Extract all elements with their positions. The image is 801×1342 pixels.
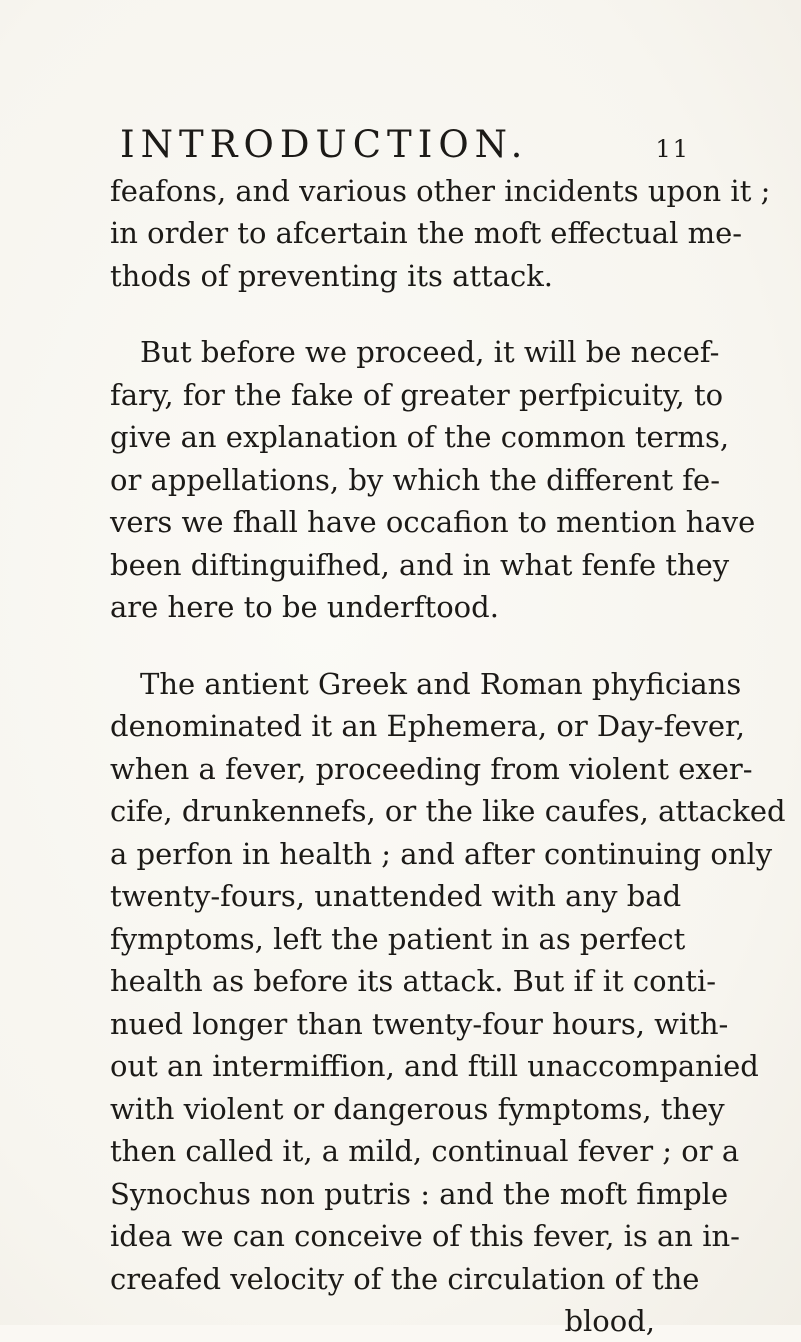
text-line: when a fever, proceeding from violent exer- (110, 752, 753, 786)
text-line: with violent or dangerous fymptoms, they (110, 1092, 725, 1126)
running-header (120, 120, 690, 170)
text-line: fary, for the fake of greater perfpicuity, to (110, 378, 724, 412)
page-number: 11 (655, 135, 690, 163)
text-line: Synochus non putris : and the moft fimple (110, 1177, 729, 1211)
text-line: twenty-fours, unattended with any bad (110, 879, 682, 913)
text-line: The antient Greek and Roman phyficians (140, 667, 742, 701)
text-line: out an intermiffion, and ftill unaccompanied (110, 1049, 759, 1083)
text-line: been diftinguifhed, and in what fenfe they (110, 548, 730, 582)
text-line: in order to afcertain the moft effectual me- (110, 216, 743, 250)
text-line: idea we can conceive of this fever, is an in- (110, 1219, 740, 1253)
text-line: vers we fhall have occafion to mention have (110, 505, 756, 539)
text-line: health as before its attack. But if it conti- (110, 964, 717, 998)
text-line: thods of preventing its attack. (110, 259, 554, 293)
text-line: nued longer than twenty-four hours, with- (110, 1007, 729, 1041)
text-line: are here to be underftood. (110, 590, 499, 624)
text-line: then called it, a mild, continual fever ; or a (110, 1134, 740, 1168)
running-title: INTRODUCTION. (120, 123, 529, 166)
text-line: fymptoms, left the patient in as perfect (110, 922, 686, 956)
text-line: give an explanation of the common terms, (110, 420, 730, 454)
text-line: But before we proceed, it will be necef- (140, 335, 720, 369)
text-line: a perfon in health ; and after continuing only (110, 837, 773, 871)
text-line: denominated it an Ephemera, or Day-fever, (110, 709, 745, 743)
text-line: feafons, and various other incidents upon it ; (110, 174, 771, 208)
catchword: blood, (564, 1304, 655, 1338)
text-line: or appellations, by which the different fe- (110, 463, 721, 497)
text-line: cife, drunkennefs, or the like caufes, attacked (110, 794, 786, 828)
text-line: creafed velocity of the circulation of the (110, 1262, 700, 1296)
